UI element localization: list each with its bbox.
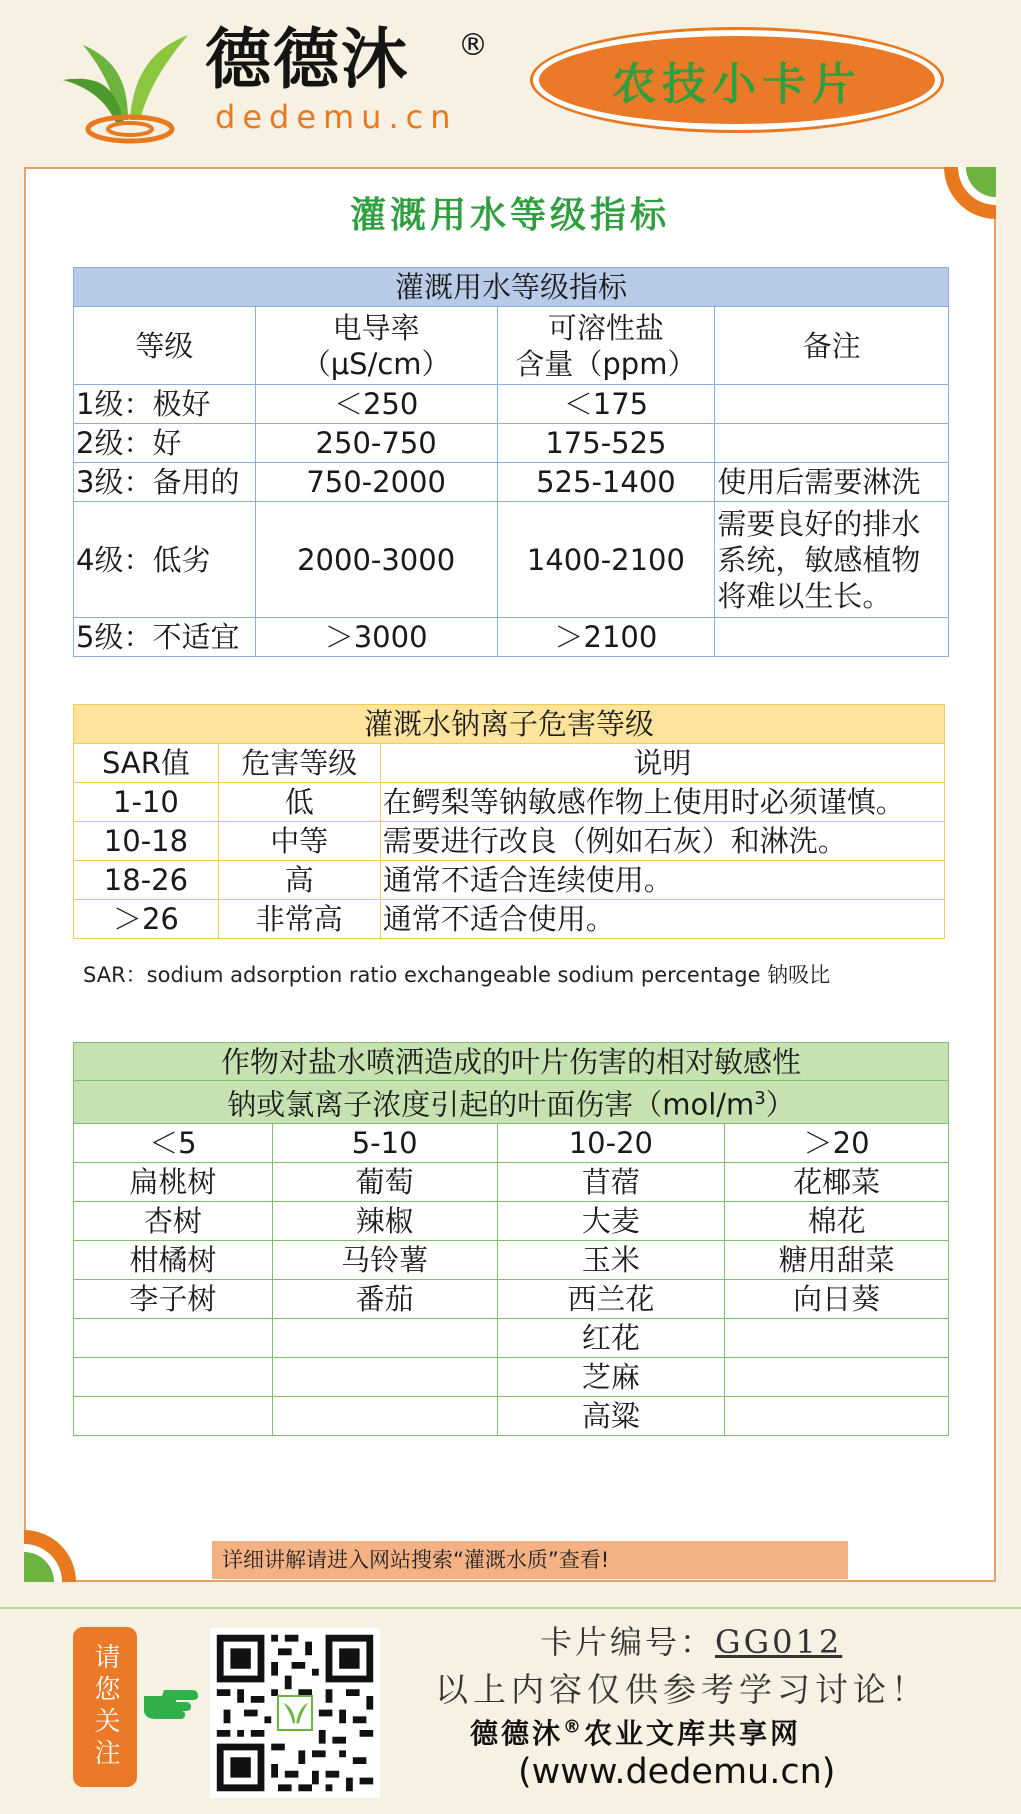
table-row <box>74 1357 949 1396</box>
qr-code[interactable] <box>210 1628 380 1798</box>
crop-cell: 向日葵 <box>725 1279 949 1318</box>
pointing-hand-icon <box>142 1684 200 1724</box>
salt-cell: 525-1400 <box>497 463 715 502</box>
table-row <box>74 502 949 618</box>
crop-cell: 苜蓿 <box>497 1162 725 1201</box>
crop-cell <box>272 1357 497 1396</box>
water-grade-table <box>73 267 949 657</box>
follow-us-badge <box>73 1627 137 1787</box>
crop-cell <box>74 1396 273 1435</box>
column-header: ＜5 <box>74 1123 273 1162</box>
card-number-value: GG012 <box>715 1623 843 1661</box>
brand-url[interactable]: dedemu.cn <box>215 98 458 136</box>
brand-name: 德德沐 <box>205 21 409 98</box>
level-cell: 中等 <box>218 822 380 861</box>
crop-cell: 花椰菜 <box>725 1162 949 1201</box>
table-row <box>74 1279 949 1318</box>
crop-cell: 大麦 <box>497 1201 725 1240</box>
note-cell <box>715 424 949 463</box>
table-title: 灌溉用水等级指标 <box>74 268 949 307</box>
ec-cell: ＞3000 <box>255 618 497 657</box>
desc-cell: 需要进行改良（例如石灰）和淋洗。 <box>380 822 944 861</box>
library-name: 德德沐®农业文库共享网 <box>470 1716 802 1750</box>
level-cell: 低 <box>218 783 380 822</box>
note-cell: 需要良好的排水系统，敏感植物将难以生长。 <box>715 502 949 618</box>
crop-cell: 芝麻 <box>497 1357 725 1396</box>
table-row <box>74 618 949 657</box>
table-row <box>74 1318 949 1357</box>
table-row <box>74 1201 949 1240</box>
desc-cell: 通常不适合连续使用。 <box>380 861 944 900</box>
ec-cell: 750-2000 <box>255 463 497 502</box>
note-cell <box>715 618 949 657</box>
column-header: 备注 <box>715 307 949 385</box>
crop-cell: 扁桃树 <box>74 1162 273 1201</box>
crop-cell: 辣椒 <box>272 1201 497 1240</box>
disclaimer-text: 以上内容仅供参考学习讨论！ <box>435 1670 929 1709</box>
grade-cell: 3级：备用的 <box>74 463 256 502</box>
sodium-hazard-table <box>73 704 945 939</box>
crop-cell <box>725 1396 949 1435</box>
qr-code-icon <box>210 1628 380 1798</box>
crop-cell <box>74 1357 273 1396</box>
grade-cell: 5级：不适宜 <box>74 618 256 657</box>
table-title: 灌溉水钠离子危害等级 <box>74 705 945 744</box>
crop-cell <box>725 1357 949 1396</box>
crop-cell <box>272 1318 497 1357</box>
table-row <box>74 900 945 939</box>
table-row <box>74 1396 949 1435</box>
ec-cell: ＜250 <box>255 385 497 424</box>
column-header: 说明 <box>380 744 944 783</box>
column-header: 可溶性盐 含量（ppm） <box>497 307 715 385</box>
salt-cell: 1400-2100 <box>497 502 715 618</box>
crop-cell: 马铃薯 <box>272 1240 497 1279</box>
column-header: 等级 <box>74 307 256 385</box>
sar-cell: 10-18 <box>74 822 219 861</box>
desc-cell: 通常不适合使用。 <box>380 900 944 939</box>
header-badge-label: 农技小卡片 <box>612 59 862 110</box>
note-cell: 使用后需要淋洗 <box>715 463 949 502</box>
note-cell <box>715 385 949 424</box>
crop-cell: 柑橘树 <box>74 1240 273 1279</box>
ec-cell: 250-750 <box>255 424 497 463</box>
crop-cell: 红花 <box>497 1318 725 1357</box>
content-card <box>24 167 996 1582</box>
table-header-row <box>74 307 949 385</box>
table-subtitle: 钠或氯离子浓度引起的叶面伤害$(mol/m^3)$ <box>74 1081 949 1124</box>
crop-cell: 糖用甜菜 <box>725 1240 949 1279</box>
grade-cell: 2级：好 <box>74 424 256 463</box>
crop-cell: 西兰花 <box>497 1279 725 1318</box>
crop-cell: 高粱 <box>497 1396 725 1435</box>
column-header: SAR值 <box>74 744 219 783</box>
column-header: 10-20 <box>497 1123 725 1162</box>
table-row <box>74 1162 949 1201</box>
table-header-row <box>74 1123 949 1162</box>
header-badge <box>533 30 941 130</box>
table-row <box>74 1240 949 1279</box>
crop-cell: 葡萄 <box>272 1162 497 1201</box>
sar-footnote: SAR：sodium adsorption ratio exchangeable sodium percentage 钠吸比 <box>83 963 831 987</box>
table-title: 作物对盐水喷洒造成的叶片伤害的相对敏感性 <box>74 1043 949 1081</box>
table-row <box>74 861 945 900</box>
desc-cell: 在鳄梨等钠敏感作物上使用时必须谨慎。 <box>380 783 944 822</box>
grade-cell: 4级：低劣 <box>74 502 256 618</box>
follow-us-text: 请您关注 <box>90 1643 120 1771</box>
salt-cell: ＞2100 <box>497 618 715 657</box>
card-title: 灌溉用水等级指标 <box>349 195 670 236</box>
crop-cell: 棉花 <box>725 1201 949 1240</box>
column-header: ＞20 <box>725 1123 949 1162</box>
sprout-logo-icon <box>58 25 203 145</box>
sar-cell: 1-10 <box>74 783 219 822</box>
crop-cell <box>725 1318 949 1357</box>
crop-cell: 杏树 <box>74 1201 273 1240</box>
level-cell: 高 <box>218 861 380 900</box>
crop-sensitivity-table <box>73 1042 949 1436</box>
crop-cell <box>74 1318 273 1357</box>
sar-cell: ＞26 <box>74 900 219 939</box>
column-header: 危害等级 <box>218 744 380 783</box>
table-row <box>74 822 945 861</box>
footer-divider <box>0 1607 1021 1609</box>
crop-cell: 番茄 <box>272 1279 497 1318</box>
ec-cell: 2000-3000 <box>255 502 497 618</box>
crop-cell: 李子树 <box>74 1279 273 1318</box>
table-row <box>74 463 949 502</box>
sar-cell: 18-26 <box>74 861 219 900</box>
grade-cell: 1级：极好 <box>74 385 256 424</box>
column-header: 5-10 <box>272 1123 497 1162</box>
website-link[interactable]: (www.dedemu.cn) <box>518 1752 836 1792</box>
table-row <box>74 385 949 424</box>
crop-cell <box>272 1396 497 1435</box>
crop-cell: 玉米 <box>497 1240 725 1279</box>
salt-cell: 175-525 <box>497 424 715 463</box>
table-row <box>74 424 949 463</box>
column-header: 电导率 （μS/cm） <box>255 307 497 385</box>
card-number-label: 卡片编号： <box>540 1623 716 1661</box>
table-header-row <box>74 744 945 783</box>
card-number <box>540 1617 842 1663</box>
brand-registered-mark: ® <box>458 28 488 63</box>
search-tip-bar: 详细讲解请进入网站搜索“灌溉水质”查看! <box>212 1541 848 1579</box>
level-cell: 非常高 <box>218 900 380 939</box>
corner-decoration-icon <box>24 1530 76 1582</box>
table-row <box>74 783 945 822</box>
salt-cell: ＜175 <box>497 385 715 424</box>
